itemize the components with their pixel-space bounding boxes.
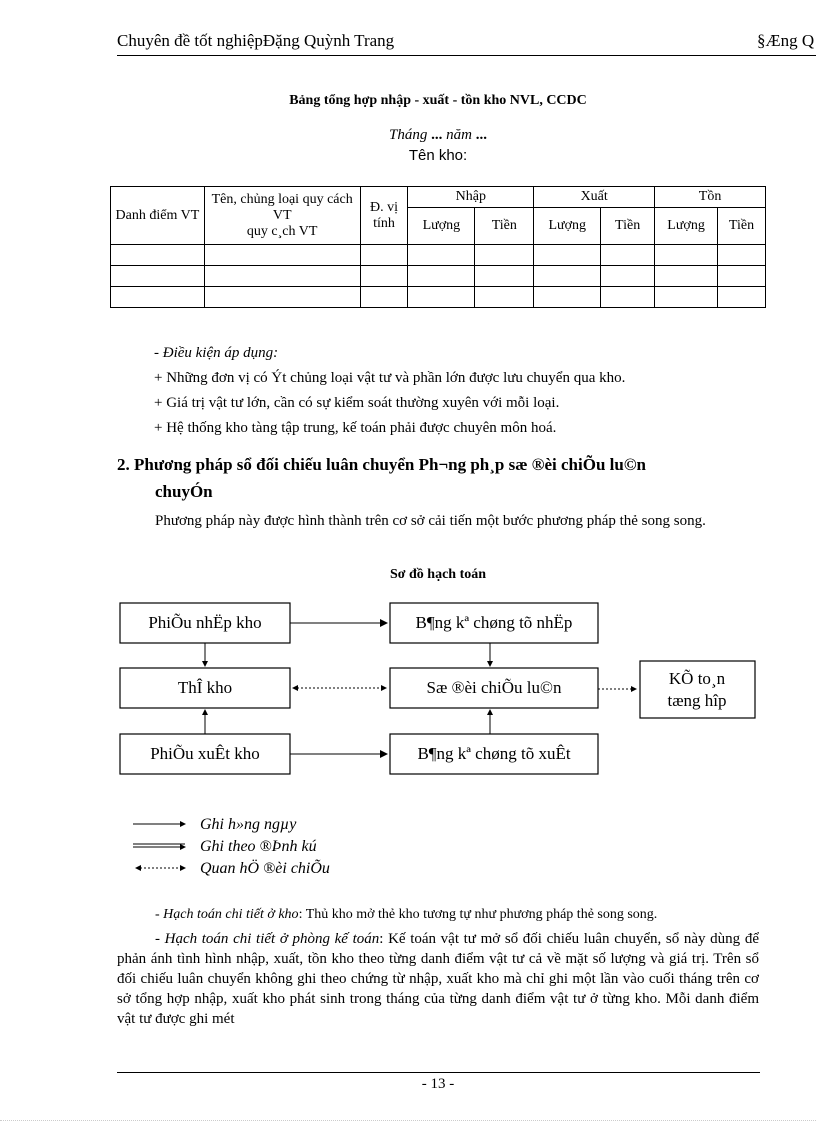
header-author: §Æng Q	[757, 31, 815, 50]
label-so-doi-chieu: Sæ ®èi chiÕu lu©n	[426, 678, 562, 697]
label-bang-ke-nhap: B¶ng kª chøng tõ nhËp	[415, 613, 573, 632]
col-ton-tien: Tiền	[718, 208, 766, 245]
detail-kho-text: : Thủ kho mở thẻ kho tương tự như phương pháp thẻ song song.	[298, 907, 658, 922]
col-nhap: Nhập	[408, 187, 534, 208]
label-ke-toan-2: tæng hîp	[667, 691, 727, 710]
month-label: Tháng	[389, 127, 428, 143]
col-ton: Tồn	[655, 187, 766, 208]
col-ton-luong: Lượng	[655, 208, 718, 245]
conditions-heading: - Điều kiện áp dụng:	[154, 345, 279, 361]
col-don-vi: Đ. vị tính	[360, 187, 408, 245]
col-xuat-tien: Tiền	[601, 208, 655, 245]
month-dots: ...	[431, 127, 443, 143]
col-xuat-luong: Lượng	[534, 208, 601, 245]
ledger-title: Bảng tổng hợp nhập - xuất - tồn kho NVL, CCDC	[289, 93, 587, 108]
label-ke-toan-1: KÕ to¸n	[668, 669, 726, 688]
warehouse-label: Tên kho:	[408, 147, 468, 164]
year-label: năm	[446, 127, 472, 143]
legend-daily: Ghi h»ng ngµy	[200, 816, 297, 833]
detail-phong	[117, 929, 759, 1029]
label-phieu-xuat: PhiÕu xuÊt kho	[150, 744, 260, 763]
legend-periodic: Ghi theo ®Þnh kú	[200, 838, 317, 855]
section-title-line1: 2. Phương pháp sổ đối chiếu luân chuyển Ph¬ng ph¸p sæ ®èi chiÕu lu©n	[117, 455, 646, 474]
section-intro: Phương pháp này được hình thành trên cơ sở cải tiến một bước phương pháp thẻ song song.	[155, 513, 706, 529]
page-edge	[0, 1120, 816, 1121]
section-title-line2: chuyÓn	[155, 482, 213, 501]
label-phieu-nhap: PhiÕu nhËp kho	[148, 613, 262, 632]
col-ten-line2: quy c¸ch VT	[246, 223, 318, 239]
header-title: Chuyên đề tốt nghiệpĐặng Quỳnh Trang	[117, 31, 395, 50]
condition-item: + Những đơn vị có Ýt chủng loại vật tư và phần lớn được lưu chuyển qua kho.	[154, 370, 626, 386]
legend-check: Quan hÖ ®èi chiÕu	[200, 860, 330, 877]
label-bang-ke-xuat: B¶ng kª chøng tõ xuÊt	[417, 744, 571, 763]
col-ten-line1: Tên, chủng loại quy cách VT	[211, 191, 353, 223]
col-xuat: Xuất	[534, 187, 655, 208]
col-nhap-tien: Tiền	[475, 208, 534, 245]
year-dots: ...	[475, 127, 487, 143]
diagram-title: Sơ đồ hạch toán	[389, 567, 487, 582]
condition-item: + Hệ thống kho tàng tập trung, kế toán phải được chuyên môn hoá.	[154, 420, 557, 436]
detail-kho	[117, 905, 759, 925]
footer-divider	[117, 1072, 760, 1073]
detail-phong-text: : Kế toán vật tư mở sổ đối chiếu luân chuyển, sổ này dùng để phản ánh tình hình nhập, xuất, tồn kho theo từng danh điểm vật tư cả về mặt số lượng và giá trị. Trên sổ đối chiếu luân chuyển không ghi theo chứng từ nhập, xuất kho mà chỉ ghi một lần vào cuối tháng trên cơ sở tổng hợp nhập, xuất kho phát sinh trong tháng của từng danh điểm vật tư ở từng kho. Mỗi danh điểm vật tư được ghi mét	[117, 931, 759, 1027]
label-the-kho: ThÎ kho	[177, 678, 233, 697]
condition-item: + Giá trị vật tư lớn, cần có sự kiểm soát thường xuyên với mỗi loại.	[154, 395, 560, 411]
detail-kho-label: - Hạch toán chi tiết ở kho	[155, 907, 299, 922]
col-nhap-luong: Lượng	[408, 208, 475, 245]
detail-phong-label: - Hạch toán chi tiết ở phòng kế toán	[155, 931, 380, 947]
col-danh-diem: Danh điểm VT	[111, 187, 205, 245]
page-number: - 13 -	[421, 1076, 455, 1092]
